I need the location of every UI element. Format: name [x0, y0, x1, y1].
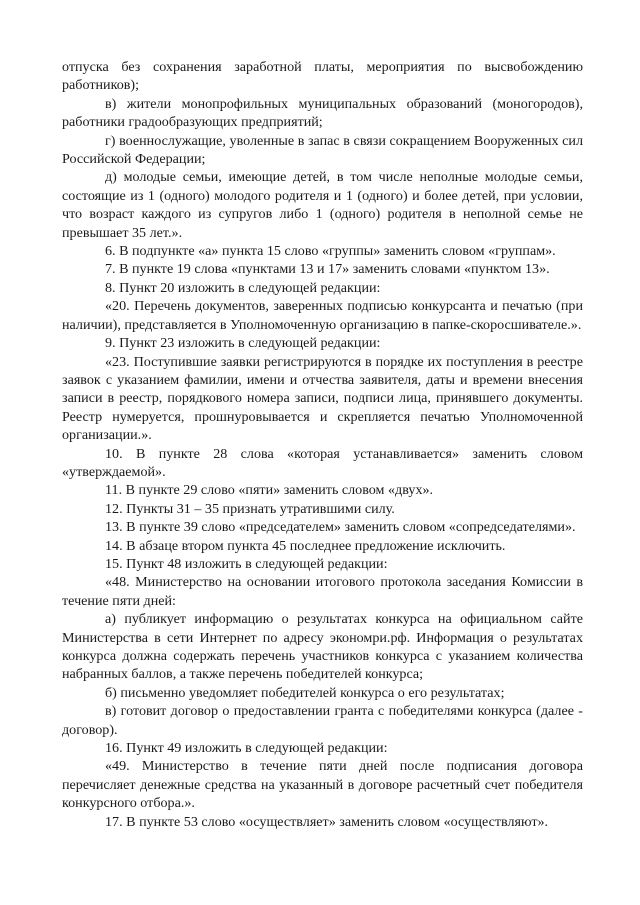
paragraph-clause-13: 13. В пункте 39 слово «председателем» заменить словом «сопредседателями».: [105, 519, 576, 536]
paragraph-item-g: г) военнослужащие, уволенные в запас в связи сокращением Вооруженных сил Российской Федерации;: [62, 132, 583, 168]
paragraph-item-v: в) жители монопрофильных муниципальных образований (моногородов), работники градообразующих предприятий;: [62, 95, 583, 131]
paragraph-clause-12: 12. Пункты 31 – 35 признать утратившими силу.: [105, 500, 395, 517]
paragraph-clause-17: 17. В пункте 53 слово «осуществляет» заменить словом «осуществляют».: [105, 813, 549, 830]
paragraph-clause-14: 14. В абзаце втором пункта 45 последнее предложение исключить.: [105, 537, 506, 554]
paragraph-item-d: д) молодые семьи, имеющие детей, в том числе неполные молодые семьи, состоящие из 1 (одного) молодого родителя и 1 (одного) и более детей, при условии, что возраст каждого из супругов либо 1 (одного) родителя в неполной семье не превышает 35 лет.».: [62, 169, 583, 241]
paragraph-clause-15-text: «48. Министерство на основании итогового протокола заседания Комиссии в течение пяти дней:: [62, 574, 583, 609]
paragraph-clause-6: 6. В подпункте «а» пункта 15 слово «группы» заменить словом «группам».: [105, 243, 556, 260]
paragraph-clause-15-item-a: а) публикует информацию о результатах конкурса на официальном сайте Министерства в сети Интернет по адресу экономри.рф. Информация о результатах конкурса должна содержать перечень участников конкурса с указанием количества набранных баллов, а также перечень победителей конкурса;: [62, 611, 583, 683]
paragraph-clause-15-item-b: б) письменно уведомляет победителей конкурса о его результатах;: [105, 684, 505, 701]
paragraph-clause-10: 10. В пункте 28 слова «которая устанавливается» заменить словом «утверждаемой».: [62, 445, 583, 480]
paragraph-clause-8-text: «20. Перечень документов, заверенных подписью конкурсанта и печатью (при наличии), представляется в Уполномоченную организацию в папке-скоросшивателе.».: [62, 298, 583, 333]
paragraph-clause-16-text: «49. Министерство в течение пяти дней после подписания договора перечисляет денежные средства на указанный в договоре расчетный счет победителя конкурсного отбора.».: [62, 758, 583, 812]
paragraph-clause-7: 7. В пункте 19 слова «пунктами 13 и 17» заменить словами «пунктом 13».: [105, 261, 550, 278]
paragraph-clause-9: 9. Пункт 23 изложить в следующей редакции:: [105, 335, 381, 352]
paragraph-clause-8: 8. Пункт 20 изложить в следующей редакции:: [105, 279, 381, 296]
paragraph-continuation: отпуска без сохранения заработной платы, мероприятия по высвобождению работников);: [62, 59, 583, 94]
document-body: [62, 58, 583, 831]
paragraph-clause-15: 15. Пункт 48 изложить в следующей редакции:: [105, 555, 388, 572]
paragraph-clause-16: 16. Пункт 49 изложить в следующей редакции:: [105, 740, 388, 757]
paragraph-clause-9-text: «23. Поступившие заявки регистрируются в порядке их поступления в реестре заявок с указанием фамилии, имени и отчества заявителя, даты и времени внесения записи в реестр, порядкового номера записи, подписи лица, принявшего документы. Реестр нумеруется, прошнуровывается и скрепляется печатью Уполномоченной организации.».: [62, 353, 583, 444]
paragraph-clause-15-item-v: в) готовит договор о предоставлении гранта с победителями конкурса (далее - договор).: [62, 703, 583, 738]
paragraph-clause-11: 11. В пункте 29 слово «пяти» заменить словом «двух».: [105, 482, 434, 499]
